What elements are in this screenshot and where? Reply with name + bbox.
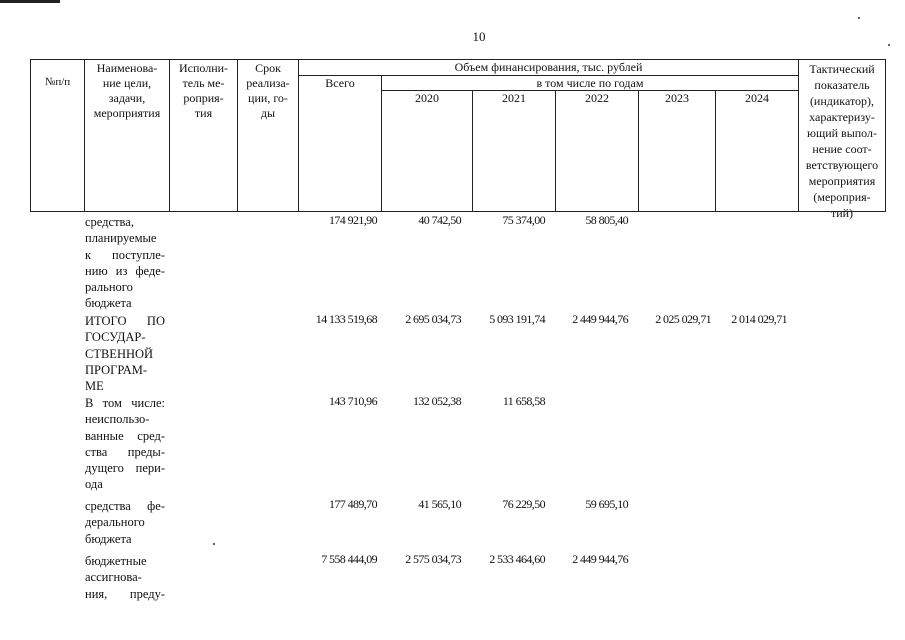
value-year-2022: 2 449 944,76 xyxy=(572,552,628,566)
row-label-line: СТВЕННОЙ xyxy=(85,346,154,361)
header-name: Наименова- ние цели, задачи, мероприятия xyxy=(93,61,161,120)
row-label-line: бюджета xyxy=(85,531,132,546)
scan-speck xyxy=(858,17,860,19)
value-year-2021: 5 093 191,74 xyxy=(489,312,545,326)
row-label-line: нию из феде- xyxy=(85,263,165,278)
row-label-line: ства преды- xyxy=(85,444,165,459)
value-year-2021: 75 374,00 xyxy=(502,213,545,227)
row-label-line: ГОСУДАР- xyxy=(85,330,146,345)
header-term: Срок реализа- ции, го- ды xyxy=(246,61,290,120)
row-label-line: ИТОГО ПО xyxy=(85,314,165,328)
value-total: 174 921,90 xyxy=(328,213,377,227)
value-year-2020: 40 742,50 xyxy=(418,213,461,227)
header-by-years: в том числе по годам xyxy=(536,76,644,90)
scan-speck xyxy=(213,543,215,545)
value-total: 177 489,70 xyxy=(328,497,377,511)
value-year-2023: 2 025 029,71 xyxy=(655,312,711,326)
row-label xyxy=(85,498,165,547)
row-label-line: рального xyxy=(85,280,133,295)
row-label xyxy=(85,395,165,493)
row-label xyxy=(85,214,165,312)
value-year-2022: 59 695,10 xyxy=(585,497,628,511)
row-label-line: бюджетные xyxy=(85,554,147,568)
header-year-2021: 2021 xyxy=(502,91,526,105)
col-border xyxy=(555,90,556,212)
row-label-line: бюджета xyxy=(85,296,132,311)
row-label-line: ванные сред- xyxy=(85,428,165,443)
header-total: Всего xyxy=(325,76,355,90)
value-year-2024: 2 014 029,71 xyxy=(731,312,787,326)
page-number: 10 xyxy=(472,29,486,44)
row-label-line: В том числе: xyxy=(85,396,165,410)
row-label-line: к поступле- xyxy=(85,247,165,262)
value-year-2020: 41 565,10 xyxy=(418,497,461,511)
value-total: 7 558 444,09 xyxy=(321,552,377,566)
header-executor: Исполни- тель ме- роприя- тия xyxy=(178,61,229,120)
value-total: 143 710,96 xyxy=(328,394,377,408)
col-border xyxy=(638,90,639,212)
row-label-line: ассигнова- xyxy=(85,570,142,585)
header-year-2022: 2022 xyxy=(585,91,609,105)
col-border xyxy=(885,59,886,212)
header-year-2024: 2024 xyxy=(745,91,769,105)
value-year-2022: 2 449 944,76 xyxy=(572,312,628,326)
scan-speck xyxy=(888,44,890,46)
value-year-2020: 132 052,38 xyxy=(412,394,461,408)
top-edge-line xyxy=(0,0,60,3)
header-funding: Объем финансирования, тыс. рублей xyxy=(454,60,643,74)
value-total: 14 133 519,68 xyxy=(315,312,377,326)
row-label xyxy=(85,313,165,394)
row-label-line: дущего пери- xyxy=(85,461,165,476)
header-year-2023: 2023 xyxy=(665,91,689,105)
value-year-2022: 58 805,40 xyxy=(585,213,628,227)
header-indicator: Тактический показатель (индикатор), характеризу- ющий выпол- нение соот- ветствующего мероприятия (мероприя- тий) xyxy=(805,62,879,220)
row-label-line: планируемые xyxy=(85,231,157,246)
row-label-line: дерального xyxy=(85,515,145,530)
value-year-2021: 76 229,50 xyxy=(502,497,545,511)
row-label-line: ПРОГРАМ- xyxy=(85,362,148,377)
row-label-line: ода xyxy=(85,477,103,492)
row-label xyxy=(85,553,165,602)
header-num: №п/п xyxy=(44,76,71,88)
header-bottom-border xyxy=(30,211,886,212)
row-label-line: средства фе- xyxy=(85,499,165,513)
value-year-2021: 11 658,58 xyxy=(502,394,545,408)
header-year-2020: 2020 xyxy=(415,91,439,105)
row-label-line: ния, преду- xyxy=(85,586,165,601)
col-border xyxy=(472,90,473,212)
row-label-line: средства, xyxy=(85,215,134,229)
value-year-2020: 2 695 034,73 xyxy=(405,312,461,326)
row-label-line: неиспользо- xyxy=(85,412,150,427)
row-label-line: МЕ xyxy=(85,379,104,394)
col-border xyxy=(715,90,716,212)
value-year-2020: 2 575 034,73 xyxy=(405,552,461,566)
value-year-2021: 2 533 464,60 xyxy=(489,552,545,566)
